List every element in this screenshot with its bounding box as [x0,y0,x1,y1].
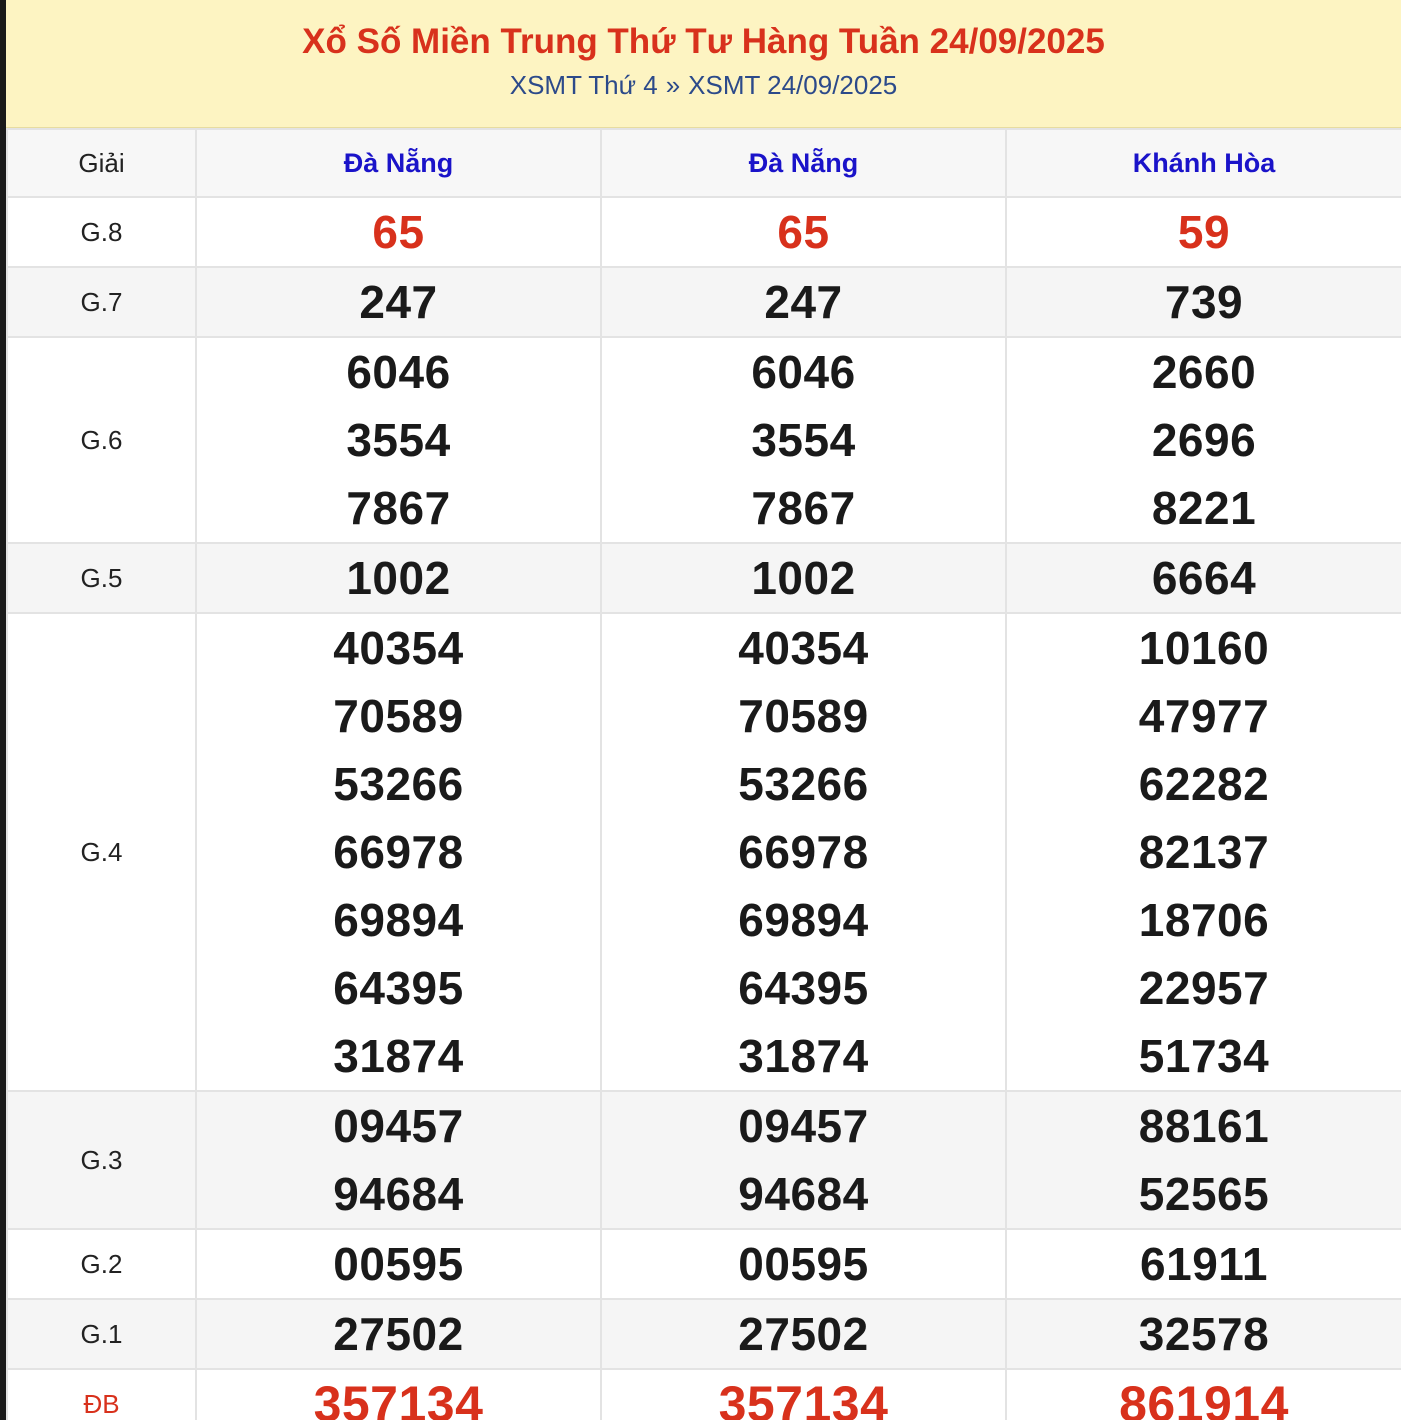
results-header [6,0,1401,128]
prize-label: G.5 [7,543,196,613]
prize-number: 64395 [738,962,869,1014]
prize-number: 7867 [346,482,451,534]
prize-number: 09457 [738,1100,869,1152]
prize-cell [196,613,601,1091]
prize-number: 357134 [718,1376,889,1420]
table-row [7,1369,1401,1420]
breadcrumb-link-xsmt-date[interactable]: XSMT 24/09/2025 [688,70,898,100]
prize-cell [601,1299,1006,1369]
prize-number: 65 [372,206,425,258]
prize-cell [1006,1091,1401,1229]
prize-number: 2660 [1151,346,1257,398]
prize-cell [601,197,1006,267]
prize-number: 66978 [333,826,464,878]
prize-number: 09457 [333,1100,464,1152]
prize-number: 739 [1164,276,1244,328]
prize-number: 31874 [333,1030,464,1082]
prize-label: G.4 [7,613,196,1091]
prize-number: 3554 [346,414,451,466]
prize-number: 27502 [333,1308,464,1360]
prize-number: 70589 [333,690,464,742]
table-row [7,267,1401,337]
page-title: Xổ Số Miền Trung Thứ Tư Hàng Tuần 24/09/2025 [302,22,1105,61]
table-row [7,1091,1401,1229]
prize-number: 2696 [1151,414,1257,466]
prize-number: 861914 [1119,1376,1289,1420]
prize-cell [601,1229,1006,1299]
prize-number: 247 [764,276,843,328]
results-table [6,128,1401,1420]
prize-number: 59 [1177,206,1231,258]
prize-number: 69894 [738,894,869,946]
prize-number: 62282 [1138,758,1270,810]
prize-label: G.7 [7,267,196,337]
prize-cell [196,267,601,337]
prize-cell [1006,1229,1401,1299]
prize-number: 6046 [346,346,451,398]
header-cell-prize: Giải [7,129,196,197]
prize-cell [601,613,1006,1091]
table-row [7,543,1401,613]
prize-cell [196,197,601,267]
prize-number: 7867 [751,482,856,534]
results-panel [6,0,1401,1420]
prize-number: 1002 [751,552,856,604]
breadcrumb [6,70,1401,100]
prize-cell [1006,543,1401,613]
prize-number: 70589 [738,690,869,742]
prize-cell [196,1369,601,1420]
prize-number: 53266 [738,758,869,810]
table-header-row [7,129,1401,197]
prize-number: 88161 [1138,1100,1270,1152]
prize-number: 00595 [333,1238,464,1290]
prize-cell [1006,1369,1401,1420]
table-row [7,1299,1401,1369]
prize-number: 53266 [333,758,464,810]
prize-number: 3554 [751,414,856,466]
prize-number: 94684 [333,1168,464,1220]
prize-number: 18706 [1138,894,1270,946]
prize-label: G.2 [7,1229,196,1299]
prize-number: 51734 [1138,1030,1270,1082]
prize-cell [1006,267,1401,337]
prize-cell [601,267,1006,337]
header-cell-province[interactable]: Đà Nẵng [601,129,1006,197]
prize-cell [196,543,601,613]
prize-number: 31874 [738,1030,869,1082]
prize-cell [196,1091,601,1229]
prize-number: 27502 [738,1308,869,1360]
prize-number: 6046 [751,346,856,398]
breadcrumb-link-xsmt-thu-4[interactable]: XSMT Thứ 4 [509,70,658,100]
prize-number: 357134 [313,1376,484,1420]
prize-number: 22957 [1138,962,1270,1014]
prize-number: 52565 [1138,1168,1270,1220]
prize-number: 40354 [738,622,869,674]
prize-cell [601,543,1006,613]
prize-label: G.3 [7,1091,196,1229]
prize-number: 10160 [1138,622,1270,674]
header-cell-province[interactable]: Khánh Hòa [1006,129,1401,197]
prize-number: 47977 [1138,690,1270,742]
prize-cell [1006,613,1401,1091]
prize-label: G.1 [7,1299,196,1369]
prize-number: 6664 [1151,552,1257,604]
prize-cell [1006,1299,1401,1369]
prize-number: 32578 [1138,1308,1270,1360]
prize-label: G.8 [7,197,196,267]
prize-cell [601,1091,1006,1229]
prize-number: 00595 [738,1238,869,1290]
prize-cell [1006,197,1401,267]
prize-number: 1002 [346,552,451,604]
prize-number: 66978 [738,826,869,878]
table-row [7,1229,1401,1299]
prize-number: 61911 [1140,1238,1268,1290]
prize-label: ĐB [7,1369,196,1420]
table-row [7,197,1401,267]
prize-number: 247 [359,276,438,328]
prize-cell [196,337,601,543]
header-cell-province[interactable]: Đà Nẵng [196,129,601,197]
prize-number: 82137 [1138,826,1270,878]
prize-cell [196,1299,601,1369]
prize-cell [601,337,1006,543]
table-row [7,337,1401,543]
prize-number: 40354 [333,622,464,674]
prize-number: 69894 [333,894,464,946]
prize-number: 8221 [1151,482,1257,534]
prize-number: 65 [777,206,830,258]
prize-label: G.6 [7,337,196,543]
prize-cell [601,1369,1006,1420]
prize-cell [196,1229,601,1299]
table-row [7,613,1401,1091]
prize-cell [1006,337,1401,543]
prize-number: 94684 [738,1168,869,1220]
prize-number: 64395 [333,962,464,1014]
breadcrumb-separator: » [665,70,681,100]
